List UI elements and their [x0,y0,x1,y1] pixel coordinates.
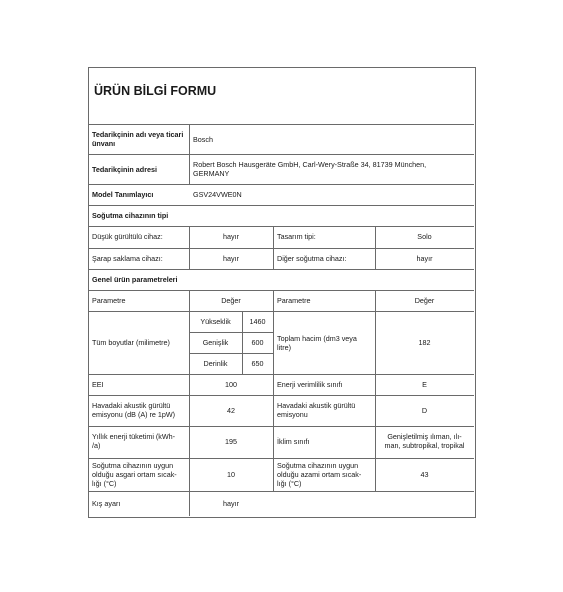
height-value: 1460 [249,317,266,326]
energy-class-label: Enerji verimlilik sınıfı [277,380,343,389]
noise-class-label-line2: emisyonu [277,410,308,419]
section-heading-type: Soğutma cihazının tipi [92,211,169,220]
winter-setting-label: Kış ayarı [92,499,121,508]
max-temp-label-line3: lığı (°C) [277,479,302,488]
row-divider [88,491,474,492]
col-header-param-2: Parametre [277,296,311,305]
noise-label-line2: emisyonu (dB (A) re 1pW) [92,410,176,419]
energy-class-value: E [422,380,427,389]
col-header-param: Parametre [92,296,126,305]
col-header-value: Değer [221,296,241,305]
low-noise-label: Düşük gürültülü cihaz: [92,232,163,241]
row-divider [88,154,474,155]
climate-class-value-line1: Genişletilmiş ılıman, ılı- [387,432,462,441]
supplier-address-label: Tedarikçinin adresi [92,165,157,174]
depth-value: 650 [251,359,264,368]
row-divider [88,205,474,206]
supplier-address-line2: GERMANY [193,169,230,178]
supplier-name-label: Tedarikçinin adı veya ticari ünvanı [92,130,184,148]
low-noise-value: hayır [223,232,239,241]
row-divider [88,248,474,249]
col-divider [375,290,376,491]
noise-label-line1: Havadaki akustik gürültü [92,401,171,410]
energy-consumption-label-line2: /a) [92,441,101,450]
row-divider [88,374,474,375]
height-label: Yükseklik [200,317,231,326]
row-divider [88,184,474,185]
supplier-address-line1: Robert Bosch Hausgeräte GmbH, Carl-Wery-Straße 34, 81739 München, [193,160,427,169]
other-appliance-value: hayır [416,254,433,263]
volume-label-line1: Toplam hacim (dm3 veya [277,334,357,343]
col-divider [273,226,274,269]
volume-label-line2: litre) [277,343,291,352]
row-divider [88,458,474,459]
min-temp-value: 10 [227,470,235,479]
row-divider [189,332,273,333]
eei-value: 100 [225,380,237,389]
row-divider [88,290,474,291]
wine-storage-label: Şarap saklama cihazı: [92,254,163,263]
noise-class-value: D [421,406,428,415]
width-label: Genişlik [202,338,229,347]
energy-consumption-value: 195 [225,437,237,446]
volume-value: 182 [418,338,431,347]
max-temp-label-line2: olduğu azami ortam sıcak- [277,470,362,479]
other-appliance-label: Diğer soğutma cihazı: [277,254,347,263]
energy-consumption-label-line1: Yıllık enerji tüketimi (kWh- [92,432,176,441]
min-temp-label-line2: olduğu asgari ortam sıcak- [92,470,177,479]
max-temp-value: 43 [420,470,429,479]
row-divider [88,269,474,270]
dimensions-label: Tüm boyutlar (milimetre) [92,338,170,347]
min-temp-label-line3: lığı (°C) [92,479,117,488]
section-heading-params: Genel ürün parametreleri [92,275,178,284]
eei-label: EEI [92,380,104,389]
model-value: GSV24VWE0N [193,190,242,199]
row-divider [189,353,273,354]
design-type-label: Tasarım tipi: [277,232,316,241]
winter-setting-value: hayır [223,499,239,508]
depth-label: Derinlik [203,359,228,368]
min-temp-label-line1: Soğutma cihazının uygun [92,461,174,470]
page-title: ÜRÜN BİLGİ FORMU [94,84,217,98]
climate-class-label: İklim sınıfı [277,437,310,446]
design-type-value: Solo [417,232,432,241]
wine-storage-value: hayır [223,254,239,263]
row-divider [88,124,474,125]
col-divider [189,124,190,184]
noise-value: 42 [227,406,235,415]
climate-class-value-line2: man, subtropikal, tropikal [384,441,465,450]
noise-class-label-line1: Havadaki akustik gürültü [277,401,356,410]
col-header-value-2: Değer [414,296,435,305]
width-value: 600 [251,338,264,347]
supplier-name-value: Bosch [193,135,213,144]
row-divider [88,226,474,227]
row-divider [88,311,474,312]
max-temp-label-line1: Soğutma cihazının uygun [277,461,359,470]
row-divider [88,426,474,427]
col-divider [273,290,274,491]
row-divider [88,395,474,396]
model-label: Model Tanımlayıcı [92,190,154,199]
